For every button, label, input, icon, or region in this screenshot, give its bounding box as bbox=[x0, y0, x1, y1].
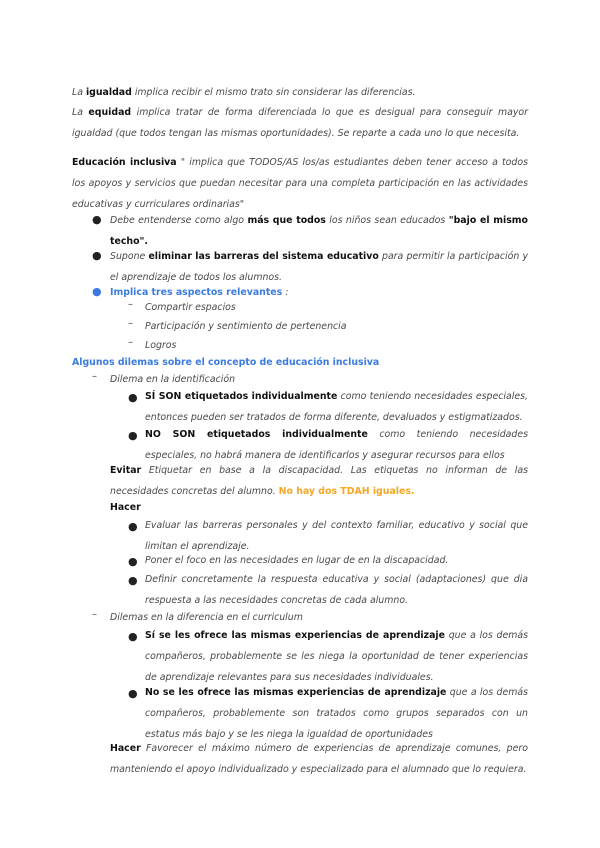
bullet-icon: ● bbox=[128, 429, 138, 442]
bullet-icon: ● bbox=[128, 391, 138, 404]
paragraph-equidad: La equidad implica tratar de forma diferenciada lo que es desigual para conseguir mayor igualdad (que todos tengan las mismas oportunidades). Se reparte a cada uno lo que necesita. bbox=[72, 107, 528, 139]
dilema-item: Dilemas en la diferencia en el curriculum bbox=[110, 612, 303, 623]
dash-icon: – bbox=[92, 609, 97, 620]
bullet-icon: ● bbox=[128, 687, 138, 700]
bullet-icon: ● bbox=[92, 285, 102, 298]
bullet-item: No se les ofrece las mismas experiencias de aprendizaje que a los demás compañeros, probablemente son tratados como grupos separados con un estatus más bajo y se les niega la igualdad de oportunidades bbox=[145, 687, 528, 740]
bullet-item: Implica tres aspectos relevantes : bbox=[110, 287, 289, 298]
dash-icon: – bbox=[128, 299, 133, 310]
bullet-item: NO SON etiquetados individualmente como teniendo necesidades especiales, no habrá manera de identificarlos y asegurar recursos para ellos bbox=[145, 429, 528, 461]
sub-item: Compartir espacios bbox=[145, 302, 236, 313]
bullet-item: Supone eliminar las barreras del sistema educativo para permitir la participación y el aprendizaje de todos los alumnos. bbox=[110, 251, 528, 283]
hacer-label: Hacer bbox=[110, 502, 141, 513]
bullet-icon: ● bbox=[128, 630, 138, 643]
dash-icon: – bbox=[92, 371, 97, 382]
bullet-icon: ● bbox=[128, 574, 138, 587]
bullet-icon: ● bbox=[92, 249, 102, 262]
bullet-item: Poner el foco en las necesidades en lugar de en la discapacidad. bbox=[145, 555, 449, 566]
sub-item: Participación y sentimiento de pertenencia bbox=[145, 321, 347, 332]
bullet-item: Debe entenderse como algo más que todos los niños sean educados "bajo el mismo techo". bbox=[110, 215, 528, 247]
paragraph-igualdad: La igualdad implica recibir el mismo trato sin considerar las diferencias. bbox=[72, 87, 416, 98]
dash-icon: – bbox=[128, 318, 133, 329]
bullet-item: Evaluar las barreras personales y del contexto familiar, educativo y social que limitan el aprendizaje. bbox=[145, 520, 528, 552]
bullet-icon: ● bbox=[128, 555, 138, 568]
dilema-item: Dilema en la identificación bbox=[110, 374, 236, 385]
paragraph-hacer-final: Hacer Favorecer el máximo número de experiencias de aprendizaje comunes, pero manteniendo el apoyo individualizado y especializado para el alumnado que lo requiera. bbox=[110, 743, 528, 775]
paragraph-evitar: Evitar Etiquetar en base a la discapacidad. Las etiquetas no informan de las necesidades concretas del alumno. No hay dos TDAH iguales. bbox=[110, 465, 528, 497]
section-heading: Algunos dilemas sobre el concepto de educación inclusiva bbox=[72, 357, 380, 368]
bullet-icon: ● bbox=[92, 213, 102, 226]
dash-icon: – bbox=[128, 337, 133, 348]
bullet-item: Sí se les ofrece las mismas experiencias de aprendizaje que a los demás compañeros, probablemente se les niega la oportunidad de tener experiencias de aprendizaje relevantes para sus necesidades individuales. bbox=[145, 630, 528, 683]
bullet-item: Definir concretamente la respuesta educativa y social (adaptaciones) que dia respuesta a las necesidades concretas de cada alumno. bbox=[145, 574, 528, 606]
bullet-icon: ● bbox=[128, 520, 138, 533]
sub-item: Logros bbox=[145, 340, 177, 351]
bullet-item: SÍ SON etiquetados individualmente como teniendo necesidades especiales, entonces pueden ser tratados de forma diferente, devaluados y estigmatizados. bbox=[145, 391, 528, 423]
paragraph-educacion-inclusiva: Educación inclusiva " implica que TODOS/AS los/as estudiantes deben tener acceso a todos los apoyos y servicios que puedan necesitar para una completa participación en las actividades educativas y curriculares ordinarias" bbox=[72, 157, 528, 210]
